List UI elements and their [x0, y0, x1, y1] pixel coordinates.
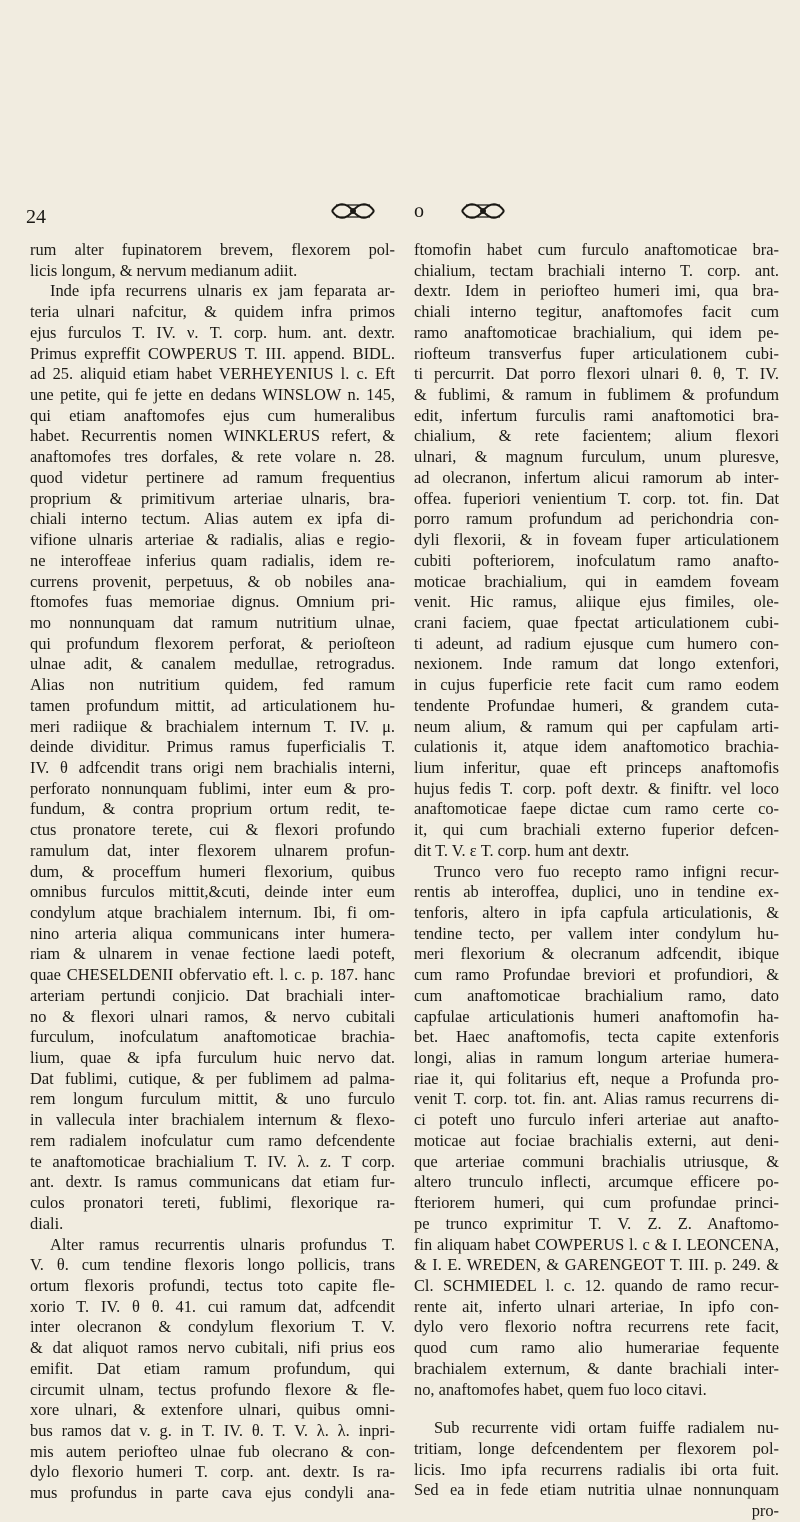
text-line: anaftomofes tres dorfales, & rete volare n. 28. [30, 447, 395, 467]
text-line: ftomofin habet cum furculo anaftomoticae bra- [414, 240, 779, 259]
page-header [0, 196, 800, 230]
text-line: nino arteria aliqua communicans inter humera- [30, 923, 395, 943]
text-line: tamen profundum mittit, ad articulationem hu- [30, 695, 395, 715]
text-line: emifit. Dat etiam ramum profundum, qui [30, 1358, 395, 1378]
text-line: quod videtur pertinere ad ramum frequentius [30, 467, 395, 487]
text-line: brachialem externum, & dante brachiali inter- [414, 1358, 779, 1378]
text-line: qui etiam anaftomofes ejus cum humeralibus [30, 405, 395, 425]
text-line: bet. Haec anaftomofis, tecta capite extenforis [414, 1027, 779, 1047]
text-line: offea. fuperiori venientium T. corp. tot. fin. Dat [414, 488, 779, 508]
text-line: diali. [30, 1213, 64, 1233]
text-line: lium inferitur, quae eft princeps anaftomofis [414, 757, 779, 777]
text-line: habet. Recurrentis nomen WINKLERUS refert, & [30, 426, 395, 446]
text-line: ti adeunt, ad radium ejusque cum humero con- [414, 633, 779, 653]
text-line: pe trunco exprimitur T. V. Z. Z. Anaftomo- [414, 1213, 779, 1233]
text-line: riam & ulnarem in venae fectione laedi poteft, [30, 944, 395, 964]
text-line: deinde dividitur. Primus ramus fuperficialis T. [30, 737, 395, 757]
text-line: ramo anaftomoticae brachialium, qui idem pe- [414, 322, 779, 342]
text-line: chialium, & rete facientem; alium flexori [414, 426, 779, 446]
text-line: in cujus fuperficie rete facit cum ramo eodem [414, 675, 779, 695]
text-line: ftomofes fuas memoriae dignus. Omnium pri- [30, 592, 395, 612]
text-line: V. θ. cum tendine flexoris longo pollicis, trans [30, 1255, 395, 1275]
text-line: tritiam, longe defcendentem per flexorem pol- [414, 1438, 779, 1458]
text-line: mis autem periofteo ulnae fub olecrano & con- [30, 1441, 395, 1461]
text-line: venit. Hic ramus, aliique ejus fimiles, ole- [414, 592, 779, 612]
right-text-column [414, 240, 779, 1522]
text-line: ne interoffeae inferius quam radialis, idem re- [30, 550, 395, 570]
text-line: teria ulnari nafcitur, & quidem infra primos [30, 302, 395, 322]
text-line: cum ramo Profundae breviori et profundiori, & [414, 965, 779, 985]
text-line: currens provenit, perpetuus, & ob nobiles ana- [30, 571, 395, 591]
text-line: no & flexori ulnari ramos, & nervo cubitali [30, 1006, 395, 1026]
text-line: crani faciem, quae fpectat articulationem cubi- [414, 612, 779, 632]
text-line: xore ulnari, & extenfore ulnari, quibus omni- [30, 1400, 395, 1420]
text-line: nexionem. Inde ramum dat longo extenfori, [414, 654, 779, 674]
text-line: ortum flexoris profundi, tectus toto capite fle- [30, 1275, 395, 1295]
text-line: in vallecula inter brachialem internum & flexo- [30, 1110, 395, 1130]
page-number: 24 [26, 206, 46, 228]
text-line: culationis it, atque idem anaftomotico brachia- [414, 737, 779, 757]
text-line: une petite, qui fe jette en dedans WINSLOW n. 145, [30, 385, 395, 405]
text-line: longi, alias in ramum longum arteriae humera- [414, 1048, 779, 1068]
text-line: mo nonnunquam dat ramum nutritium ulnae, [30, 612, 395, 632]
text-line: meri radiique & brachialem internum T. IV. μ. [30, 716, 395, 736]
text-line: & I. E. WREDEN, & GARENGEOT T. III. p. 249. & [414, 1255, 779, 1275]
text-line: chiali interno tegitur, anaftomofes facit cum [414, 302, 779, 322]
text-line: inter olecranon & condylum flexorium T. V. [30, 1317, 395, 1337]
text-line: fundum, & contra proprium ortum redit, te- [30, 799, 395, 819]
text-line: ejus furculos T. IV. ν. T. corp. hum. ant. dextr. [30, 322, 395, 342]
text-line: it, qui cum brachiali externo fuperior defcen- [414, 820, 779, 840]
text-line: ulnari, & magnum furculum, unum pluresve, [414, 447, 779, 467]
text-line: Sed ea in fede etiam nutritia ulnae nonnunquam [414, 1480, 779, 1500]
text-line: ti percurrit. Dat porro flexori ulnari θ. θ, T. IV. [414, 364, 779, 384]
text-line: circumit ulnam, tectus profundo flexore & fle- [30, 1379, 395, 1399]
text-line: pro- [751, 1501, 779, 1521]
text-line: riofteum transverfus fuper articulationem cubi- [414, 343, 779, 363]
text-line: Dat fublimi, cutique, & per fublimem ad palma- [30, 1068, 395, 1088]
text-line: dextr. Idem in periofteo humeri imi, qua bra- [414, 281, 779, 301]
text-line: ant. dextr. Is ramus communicans dat etiam fur- [30, 1172, 395, 1192]
text-line: condylum atque brachialem internum. Ibi, fi om- [30, 903, 395, 922]
text-line: Alter ramus recurrentis ulnaris profundus T. [50, 1234, 395, 1254]
text-line: IV. θ adfcendit trans origi nem brachialis interni, [30, 757, 395, 777]
left-text-column [30, 240, 395, 1504]
paragraph-gap [414, 1400, 779, 1418]
text-line: ad 25. aliquid etiam habet VERHEYENIUS l. c. Eft [30, 364, 395, 384]
text-line: hujus fedis T. corp. poft dextr. & finiftr. vel loco [414, 778, 779, 798]
text-line: Cl. SCHMIEDEL l. c. 12. quando de ramo recur- [414, 1275, 779, 1295]
text-line: ad olecranon, infertum alicui ramorum ab inter- [414, 467, 779, 487]
text-line: rentis ab interoffea, duplici, uno in tendine ex- [414, 882, 779, 902]
text-line: Trunco vero fuo recepto ramo infigni recur- [434, 861, 779, 881]
text-line: rum alter fupinatorem brevem, flexorem pol- [30, 240, 395, 259]
text-line: qui profundum flexorem perforat, & perioſteon [30, 633, 395, 653]
text-line: te anaftomoticae brachialium T. IV. λ. z. T corp. [30, 1151, 395, 1171]
text-line: quod cum ramo alio humerariae fequente [414, 1338, 779, 1358]
text-line: que arteriae communi brachialis utriusque, & [414, 1151, 779, 1171]
text-line: mus profundus in parte cava ejus condyli ana- [30, 1483, 395, 1503]
text-line: neum alium, & ramum qui per capfulam arti- [414, 716, 779, 736]
text-line: rente ait, inferto ulnari arteriae, In ipfo con- [414, 1296, 779, 1316]
text-line: fteriorem humeri, qui cum profundae princi- [414, 1193, 779, 1213]
text-line: furculum, inofculatum anaftomoticae brachia- [30, 1027, 395, 1047]
text-line: cubiti pofteriorem, inofculatum ramo anafto- [414, 550, 779, 570]
text-line: dum, & proceffum humeri flexorium, quibus [30, 861, 395, 881]
text-line: omnibus furculos mittit,&cuti, deinde inter eum [30, 882, 395, 902]
text-line: proprium & primitivum arteriae ulnaris, bra- [30, 488, 395, 508]
text-line: dylo vero flexorio noftra recurrens rete facit, [414, 1317, 779, 1337]
text-line: xorio T. IV. θ θ. 41. cui ramum dat, adfcendit [30, 1296, 395, 1316]
text-line: perforato nonnunquam fublimi, inter eum & pro- [30, 778, 395, 798]
text-line: edit, infertum furculis rami anaftomotici bra- [414, 405, 779, 425]
text-line: anaftomoticae faepe dictae cum ramo certe co- [414, 799, 779, 819]
text-line: cum anaftomoticae brachialium ramo, dato [414, 985, 779, 1005]
text-line: ramulum dat, inter flexorem ulnarem profun- [30, 840, 395, 860]
text-line: licis longum, & nervum medianum adiit. [30, 260, 298, 280]
text-line: quae CHESELDENII obfervatio eft. l. c. p. 187. hanc [30, 965, 395, 985]
text-line: culos pronatori tereti, fublimi, flexorique ra- [30, 1193, 395, 1213]
text-line: Alias non nutritium quidem, fed ramum [30, 675, 395, 695]
text-line: ci poteft uno furculo inferi arteriae aut anafto- [414, 1110, 779, 1130]
text-line: dylo flexorio humeri T. corp. ant. dextr. Is ra- [30, 1462, 395, 1482]
text-line: Primus expreffit COWPERUS T. III. append. BIDL. [30, 343, 395, 363]
text-line: dit T. V. ε T. corp. hum ant dextr. [414, 840, 630, 860]
text-line: & fublimi, & ramum in fublimem & profundum [414, 385, 779, 405]
center-mark: o [414, 200, 424, 222]
text-line: meri flexorium & olecranum adfcendit, ibique [414, 944, 779, 964]
text-line: licis. Imo ipfa recurrens radialis ibi orta fuit. [414, 1459, 779, 1479]
text-line: moticae aut fociae brachialis externi, aut deni- [414, 1130, 779, 1150]
text-line: & dat aliquot ramos nervo cubitali, nifi prius eos [30, 1338, 395, 1358]
text-line: porro ramum profundum ad perichondria con- [414, 509, 779, 529]
text-line: riae it, qui folitarius eft, neque a Profunda pro- [414, 1068, 779, 1088]
text-line: Inde ipfa recurrens ulnaris ex jam feparata ar- [50, 281, 395, 301]
text-line: arteriam pertundi conjicio. Dat brachiali inter- [30, 985, 395, 1005]
text-line: ctus pronatore terete, cui & flexori profundo [30, 820, 395, 840]
text-line: ulnae adit, & canalem medullae, retrogradus. [30, 654, 395, 674]
text-line: no, anaftomofes habet, quem fuo loco citavi. [414, 1379, 707, 1399]
text-line: lium, quae & ipfa furculum huic nervo dat. [30, 1048, 395, 1068]
text-line: tendente Profundae humeri, & grandem cuta- [414, 695, 779, 715]
text-line: capfulae articulationis humeri anaftomofin ha- [414, 1006, 779, 1026]
left-ornament-icon [330, 200, 376, 222]
text-line: tenforis, altero in ipfa capfula articulationis, & [414, 903, 779, 922]
text-line: rem radialem inofculatur cum ramo defcendente [30, 1130, 395, 1150]
text-line: fin aliquam habet COWPERUS l. c & I. LEONCENA, [414, 1234, 779, 1254]
text-line: dyli flexorii, & in foveam fuper articulationem [414, 530, 779, 550]
text-line: venit T. corp. tot. fin. ant. Alias ramus recurrens di- [414, 1089, 779, 1109]
right-ornament-icon [460, 200, 506, 222]
text-line: bus ramos dat v. g. in T. IV. θ. T. V. λ. λ. inpri- [30, 1420, 395, 1440]
text-line: rem longum furculum mittit, & uno furculo [30, 1089, 395, 1109]
text-line: altero trunculo inflecti, arcumque efficere po- [414, 1172, 779, 1192]
text-line: vifione ulnaris arteriae & radialis, alias e regio- [30, 530, 395, 550]
text-line: moticae brachialium, qui in eamdem foveam [414, 571, 779, 591]
text-line: chialium, tectam brachiali interno T. corp. ant. [414, 260, 779, 280]
text-line: Sub recurrente vidi ortam fuiffe radialem nu- [434, 1418, 779, 1438]
text-line: tendine tecto, per vallem inter condylum hu- [414, 923, 779, 943]
text-line: chiali interno tectum. Alias autem ex ipfa di- [30, 509, 395, 529]
